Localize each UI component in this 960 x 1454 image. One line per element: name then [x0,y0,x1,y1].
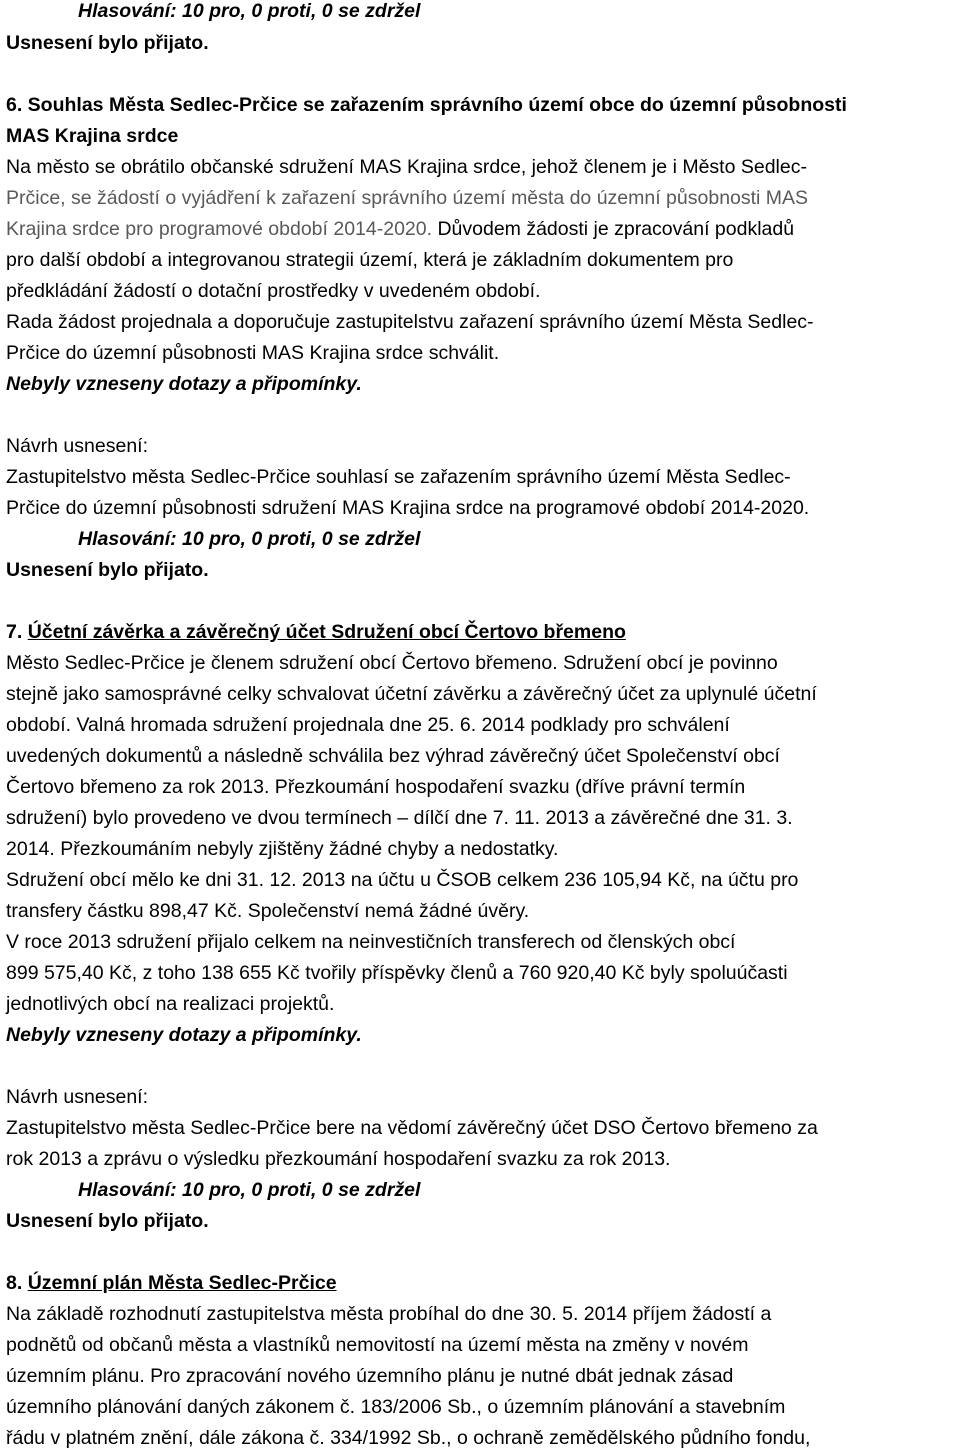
section-title: Územní plán Města Sedlec-Prčice [27,1272,337,1294]
section-heading-6: 6. Souhlas Města Sedlec-Prčice se zařazením správního území obce do územní působnosti [6,94,847,116]
paragraph-line: Město Sedlec-Prčice je členem sdružení obcí Čertovo břemeno. Sdružení obcí je povinno [6,652,778,674]
resolution-accepted: Usnesení bylo přijato. [6,1210,209,1232]
paragraph-line: podnětů od občanů města a vlastníků nemovitostí na území města na změny v novém [6,1334,749,1356]
proposal-line: Prčice do územní působnosti sdružení MAS Krajina srdce na programové období 2014-2020. [6,497,810,519]
no-questions-note: Nebyly vzneseny dotazy a připomínky. [6,1024,362,1046]
vote-result: Hlasování: 10 pro, 0 proti, 0 se zdržel [78,528,421,550]
paragraph-line: uvedených dokumentů a následně schválila bez výhrad závěrečný účet Společenství obcí [6,745,780,767]
paragraph-line: Na město se obrátilo občanské sdružení MAS Krajina srdce, jehož členem je i Město Sedlec- [6,156,807,178]
proposal-line: Zastupitelstvo města Sedlec-Prčice bere na vědomí závěrečný účet DSO Čertovo břemeno za [6,1117,818,1139]
paragraph-line: V roce 2013 sdružení přijalo celkem na neinvestičních transferech od členských obcí [6,931,736,953]
proposal-line: Zastupitelstvo města Sedlec-Prčice souhlasí se zařazením správního území Města Sedlec- [6,466,791,488]
paragraph-line: stejně jako samosprávné celky schvalovat účetní závěrku a závěrečný účet za uplynulé účetní [6,683,817,705]
paragraph-line: sdružení) bylo provedeno ve dvou termínech – dílčí dne 7. 11. 2013 a závěrečné dne 31. 3. [6,807,793,829]
no-questions-note: Nebyly vzneseny dotazy a připomínky. [6,373,362,395]
paragraph-line: Prčice do územní působnosti MAS Krajina srdce schválit. [6,342,500,364]
section-number: 7. [6,621,28,643]
paragraph-line: 2014. Přezkoumáním nebyly zjištěny žádné chyby a nedostatky. [6,838,559,860]
vote-result: Hlasování: 10 pro, 0 proti, 0 se zdržel [78,1179,421,1201]
paragraph-fragment: Krajina srdce pro programové období 2014-2020. [6,218,433,240]
paragraph-line: 899 575,40 Kč, z toho 138 655 Kč tvořily příspěvky členů a 760 920,40 Kč byly spoluúčasti [6,962,788,984]
paragraph-line: územního plánování daných zákonem č. 183/2006 Sb., o územním plánování a stavebním [6,1396,786,1418]
vote-result: Hlasování: 10 pro, 0 proti, 0 se zdržel [78,0,421,22]
paragraph-line: období. Valná hromada sdružení projednala dne 25. 6. 2014 podklady pro schválení [6,714,730,736]
section-heading-7 [6,617,626,648]
paragraph-line: jednotlivých obcí na realizaci projektů. [6,993,335,1015]
proposal-label: Návrh usnesení: [6,1086,148,1108]
proposal-line: rok 2013 a zprávu o výsledku přezkoumání hospodaření svazku za rok 2013. [6,1148,671,1170]
paragraph-line: předkládání žádostí o dotační prostředky v uvedeném období. [6,280,541,302]
resolution-accepted: Usnesení bylo přijato. [6,32,209,54]
paragraph-line: Čertovo břemeno za rok 2013. Přezkoumání hospodaření svazku (dříve právní termín [6,776,746,798]
paragraph-line: územním plánu. Pro zpracování nového územního plánu je nutné dbát jednak zásad [6,1365,734,1387]
paragraph-line: Rada žádost projednala a doporučuje zastupitelstvu zařazení správního území Města Sedlec- [6,311,814,333]
paragraph-line [6,214,794,245]
section-heading-6-cont: MAS Krajina srdce [6,125,179,147]
paragraph-fragment: Důvodem žádosti je zpracování podkladů [432,218,795,240]
paragraph-line: Sdružení obcí mělo ke dni 31. 12. 2013 na účtu u ČSOB celkem 236 105,94 Kč, na účtu pro [6,869,799,891]
paragraph-line: řádu v platném znění, dále zákona č. 334/1992 Sb., o ochraně zemědělského půdního fondu, [6,1427,811,1449]
paragraph-line: Prčice, se žádostí o vyjádření k zařazení správního území města do územní působnosti MAS [6,187,809,209]
paragraph-line: pro další období a integrovanou strategii území, která je základním dokumentem pro [6,249,734,271]
paragraph-line: Na základě rozhodnutí zastupitelstva města probíhal do dne 30. 5. 2014 příjem žádostí a [6,1303,772,1325]
section-title: Účetní závěrka a závěrečný účet Sdružení obcí Čertovo břemeno [27,621,626,643]
proposal-label: Návrh usnesení: [6,435,148,457]
section-heading-8 [6,1268,337,1299]
section-number: 8. [6,1272,28,1294]
paragraph-line: transfery částku 898,47 Kč. Společenství nemá žádné úvěry. [6,900,530,922]
resolution-accepted: Usnesení bylo přijato. [6,559,209,581]
